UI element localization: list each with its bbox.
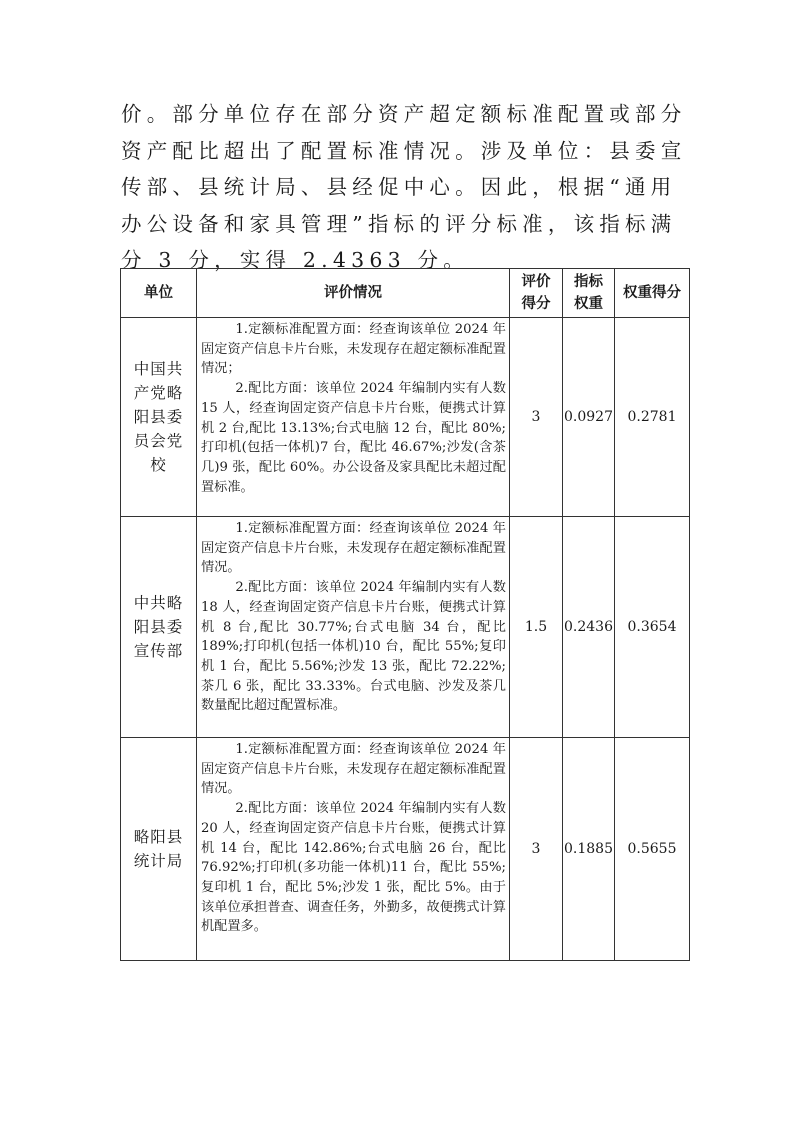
header-weight: 指标权重	[563, 269, 615, 318]
evaluation-cell	[197, 318, 510, 517]
header-score: 评价得分	[510, 269, 563, 318]
table-row	[121, 738, 690, 961]
evaluation-quota: 1.定额标准配置方面：经查询该单位 2024 年固定资产信息卡片台账，未发现存在超定额标准配置情况。	[201, 521, 506, 576]
weight-cell: 0.2436	[563, 517, 615, 738]
weight-cell: 0.0927	[563, 318, 615, 517]
body-paragraph: 价。部分单位存在部分资产超定额标准配置或部分资产配比超出了配置标准情况。涉及单位：县委宣传部、县统计局、县经促中心。因此，根据“通用办公设备和家具管理”指标的评分标准，该指标满分 3 分，实得 2.4363 分。	[121, 102, 687, 272]
evaluation-quota: 1.定额标准配置方面：经查询该单位 2024 年固定资产信息卡片台账，未发现存在超定额标准配置情况。	[201, 742, 506, 797]
weighted-score-cell: 0.5655	[615, 738, 690, 961]
evaluation-table	[120, 268, 690, 961]
evaluation-ratio: 2.配比方面：该单位 2024 年编制内实有人数 18 人，经查询固定资产信息卡片台账，便携式计算机 8 台,配比 30.77%;台式电脑 34 台，配比 189%;打印机(包括一体机)10 台，配比 55%;复印机 1 台，配比 5.56%;沙发 13 张，配比 72.22%;茶几 6 张，配比 33.33%。台式电脑、沙发及茶几数量配比超过配置标准。	[201, 580, 506, 714]
header-weighted-score: 权重得分	[615, 269, 690, 318]
evaluation-ratio: 2.配比方面：该单位 2024 年编制内实有人数 15 人，经查询固定资产信息卡片台账，便携式计算机 2 台,配比 13.13%;台式电脑 12 台，配比 80%;打印机(包括一体机)7 台，配比 46.67%;沙发(含茶几)9 张，配比 60%。办公设备及家具配比未超过配置标准。	[201, 381, 506, 495]
unit-cell: 中共略阳县委宣传部	[121, 517, 197, 738]
score-cell: 1.5	[510, 517, 563, 738]
unit-cell: 略阳县统计局	[121, 738, 197, 961]
evaluation-quota: 1.定额标准配置方面：经查询该单位 2024 年固定资产信息卡片台账，未发现存在超定额标准配置情况；	[201, 322, 506, 377]
unit-cell: 中国共产党略阳县委员会党校	[121, 318, 197, 517]
table-row	[121, 517, 690, 738]
evaluation-cell	[197, 517, 510, 738]
header-evaluation: 评价情况	[197, 269, 510, 318]
table-header-row	[121, 269, 690, 318]
evaluation-ratio: 2.配比方面：该单位 2024 年编制内实有人数 20 人，经查询固定资产信息卡片台账，便携式计算机 14 台，配比 142.86%;台式电脑 26 台，配比 76.92%;打印机(多功能一体机)11 台，配比 55%;复印机 1 台，配比 5%;沙发 1 张，配比 5%。由于该单位承担普查、调查任务，外勤多，故便携式计算机配置多。	[201, 801, 506, 935]
score-cell: 3	[510, 318, 563, 517]
score-cell: 3	[510, 738, 563, 961]
evaluation-cell	[197, 738, 510, 961]
table-row	[121, 318, 690, 517]
weight-cell: 0.1885	[563, 738, 615, 961]
weighted-score-cell: 0.3654	[615, 517, 690, 738]
header-unit: 单位	[121, 269, 197, 318]
weighted-score-cell: 0.2781	[615, 318, 690, 517]
